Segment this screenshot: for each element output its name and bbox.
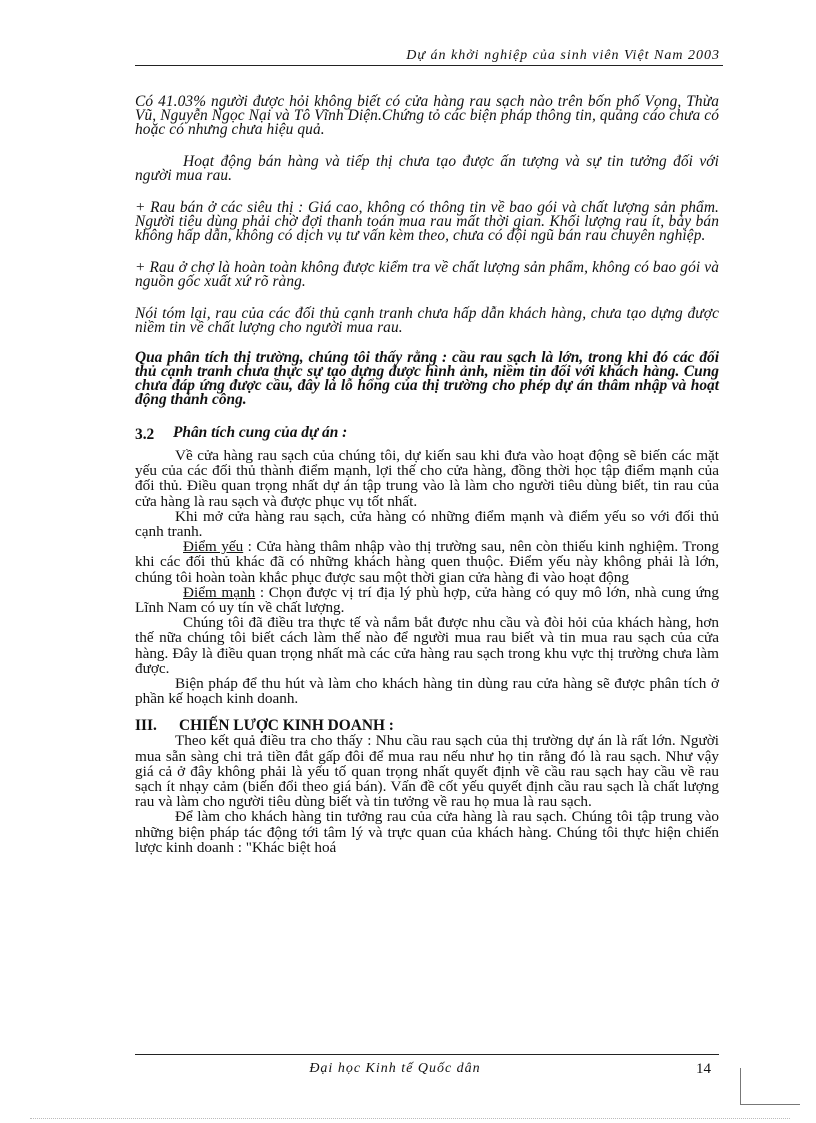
section-paragraph: Về cửa hàng rau sạch của chúng tôi, dự kiến sau khi đưa vào hoạt động sẽ biến các mặt yếu của các đối thủ thành điểm mạnh, lợi thế cho cửa hàng, đồng thời học tập điểm mạnh của đối thủ. Điều quan trọng nhất dự án tập trung vào là làm cho người tiêu dùng biết, tin rau của cửa hàng là rau sạch và được phục vụ tốt nhất.: [135, 447, 719, 510]
intro-paragraph: + Rau ở chợ là hoàn toàn không được kiểm tra về chất lượng sản phẩm, không có bao gói và nguồn gốc xuất xứ rõ ràng.: [135, 259, 719, 290]
section-number: 3.2: [135, 426, 155, 443]
weakness-paragraph: [135, 539, 719, 585]
weakness-text: : Cửa hàng thâm nhập vào thị trường sau, nên còn thiếu kinh nghiệm. Trong khi các đối thủ khác đã có những khách hàng quen thuộc. Điểm yếu này không phải là lớn, chúng tôi hoàn toàn khắc phục được sau một thời gian cửa hàng đi vào hoạt động: [135, 538, 719, 586]
strength-label: Điểm mạnh: [183, 583, 256, 601]
section-title: Phân tích cung của dự án :: [173, 424, 348, 441]
strength-text: : Chọn được vị trí địa lý phù hợp, cửa hàng có quy mô lớn, nhà cung ứng Lĩnh Nam có uy tín về chất lượng.: [135, 583, 719, 617]
chapter-number: III.: [135, 717, 157, 735]
intro-paragraph: Nói tóm lại, rau của các đối thủ cạnh tranh chưa hấp dẫn khách hàng, chưa tạo dựng được niềm tin về chất lượng cho người mua rau.: [135, 305, 719, 336]
intro-paragraph: Có 41.03% người được hỏi không biết có cửa hàng rau sạch nào trên bốn phố Vọng, Thừa Vũ, Nguyễn Ngọc Nại và Tô Vĩnh Diện.Chứng tỏ các biện pháp thông tin, quảng cáo chưa có hoặc có nhưng chưa hiệu quả.: [135, 93, 719, 138]
page-edge-dots: [30, 1118, 790, 1119]
page-content: [135, 95, 719, 855]
section-paragraph: Chúng tôi đã điều tra thực tế và nắm bắt được nhu cầu và đòi hỏi của khách hàng, hơn thế nữa chúng tôi biết cách làm thế nào để người mua rau biết và tin mua rau sạch của cửa hàng. Đây là điều quan trọng nhất mà các cửa hàng rau sạch trong khu vực thị trường chưa làm được.: [135, 614, 719, 677]
intro-paragraph: + Rau bán ở các siêu thị : Giá cao, không có thông tin về bao gói và chất lượng sản phẩm. Người tiêu dùng phải chờ đợi thanh toán mua rau mất thời gian. Khối lượng rau ít, bày bán không hấp dẫn, không có dịch vụ tư vấn kèm theo, chưa có đội ngũ bán rau chuyên nghiệp.: [135, 199, 719, 244]
weakness-label: Điểm yếu: [183, 538, 244, 556]
chapter-title: CHIẾN LƯỢC KINH DOANH :: [179, 717, 394, 735]
page-footer: Đại học Kinh tế Quốc dân: [309, 1061, 481, 1076]
chapter-paragraph: Theo kết quả điều tra cho thấy : Nhu cầu rau sạch của thị trường dự án là rất lớn. Người mua sẵn sàng chi trả tiền đắt gấp đôi để mua rau nếu như họ tin rằng đó là rau sạch. Như vậy giá cả ở đây không phải là yếu tố quan trọng nhất quyết định về cầu rau sạch hay cầu về rau sạch ít nhạy cảm (biến đổi theo giá bán). Vấn đề cốt yếu quyết định cầu rau sạch là chất lượng rau và làm cho người tiêu dùng biết và tin tưởng về rau họ mua là rau sạch.: [135, 732, 719, 811]
page-header: Dự án khởi nghiệp của sinh viên Việt Nam 2003: [406, 48, 720, 63]
section-paragraph: Khi mở cửa hàng rau sạch, cửa hàng có những điểm mạnh và điểm yếu so với đối thủ cạnh tranh.: [135, 507, 719, 541]
header-rule: [135, 65, 723, 66]
footer-rule: [135, 1054, 719, 1055]
conclusion-paragraph: Qua phân tích thị trường, chúng tôi thấy rằng : cầu rau sạch là lớn, trong khi đó các đối thủ cạnh tranh chưa thực sự tạo dựng được hình ảnh, niềm tin đối với khách hàng. Cung chưa đáp ứng được cầu, đây là lỗ hổng của thị trường cho phép dự án thâm nhập và hoạt động thành công.: [135, 349, 719, 408]
page-number: 14: [696, 1061, 711, 1077]
section-paragraph: Biện pháp để thu hút và làm cho khách hàng tin dùng rau cửa hàng sẽ được phân tích ở phần kế hoạch kinh doanh.: [135, 675, 719, 708]
page-border-horizontal: [740, 1104, 800, 1105]
page-border-vertical: [740, 1068, 741, 1104]
strength-paragraph: [135, 585, 719, 615]
chapter-paragraph: Để làm cho khách hàng tin tưởng rau của cửa hàng là rau sạch. Chúng tôi tập trung vào những biện pháp tác động tới tâm lý và trực quan của khách hàng. Chúng tôi thực hiện chiến lược kinh doanh : "Khác biệt hoá: [135, 808, 719, 856]
chapter-heading: [135, 717, 719, 733]
section-heading: [135, 424, 719, 442]
intro-paragraph: Hoạt động bán hàng và tiếp thị chưa tạo được ấn tượng và sự tin tưởng đối với người mua rau.: [135, 153, 719, 184]
